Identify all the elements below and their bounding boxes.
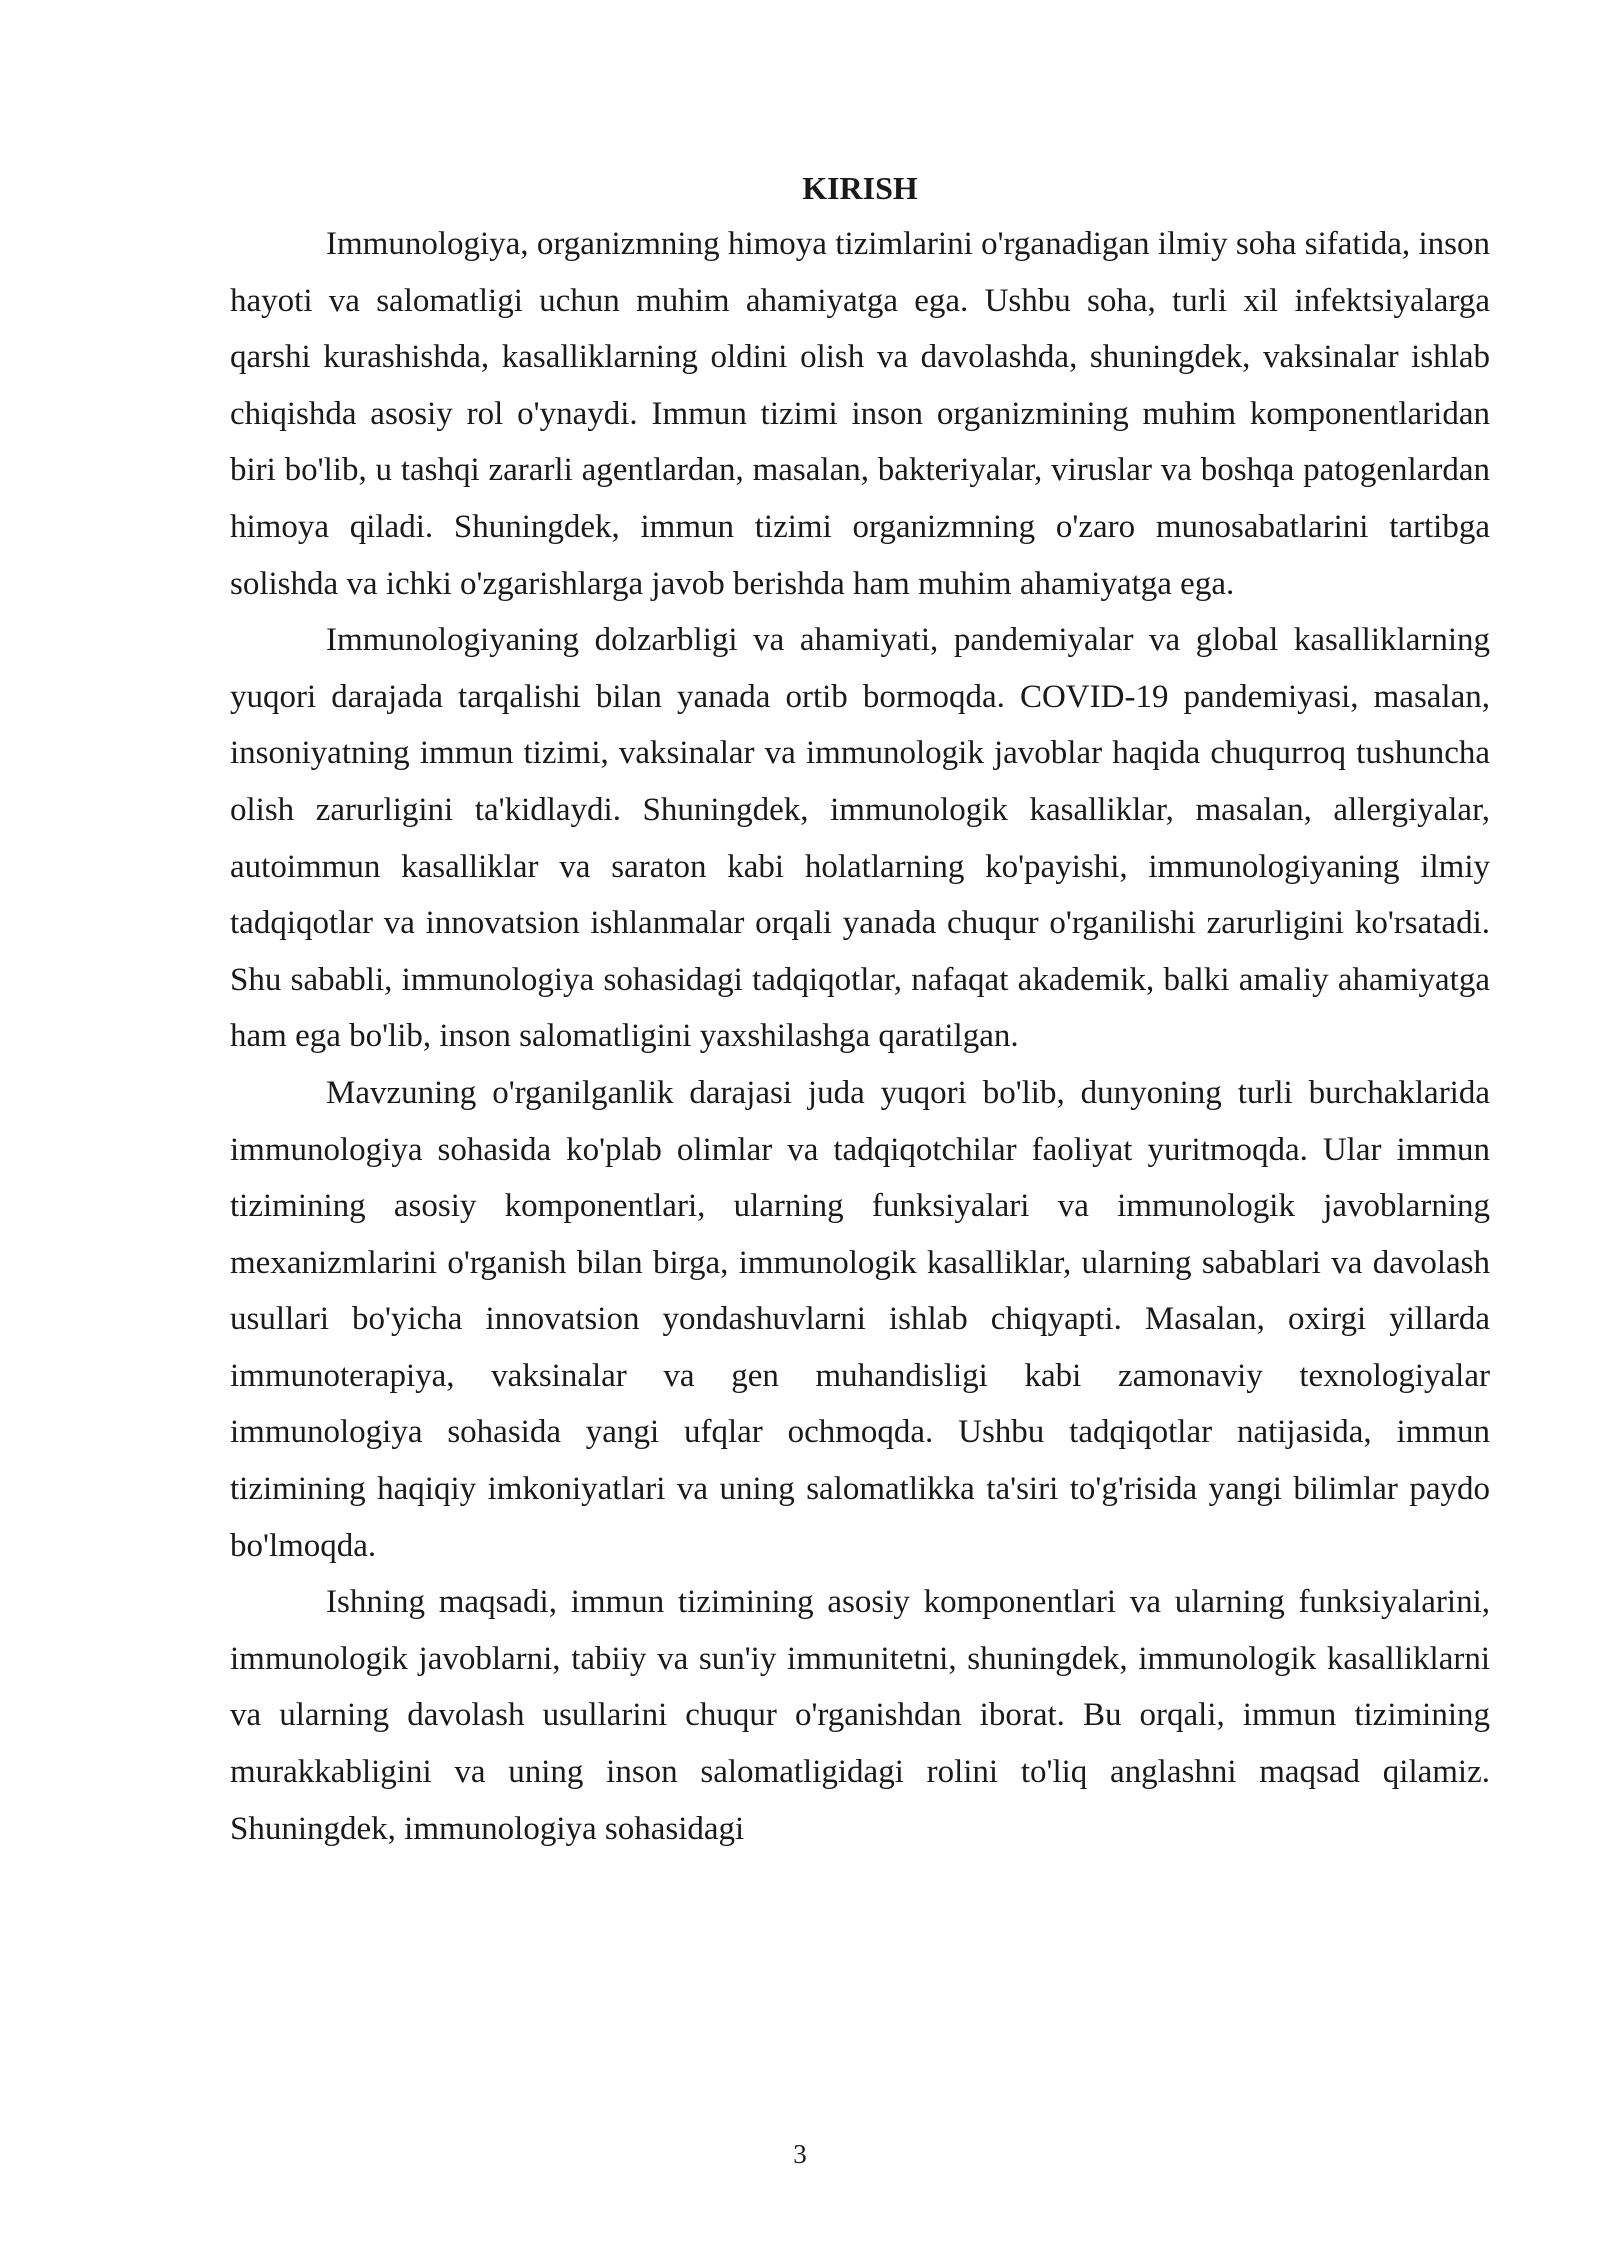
paragraph-1: Immunologiya, organizmning himoya tizimlarini o'rganadigan ilmiy soha sifatida, inson hayoti va salomatligi uchun muhim ahamiyatga ega. Ushbu soha, turli xil infektsiyalarga qarshi kurashishda, kasalliklarning oldini olish va davolashda, shuningdek, vaksinalar ishlab chiqishda asosiy rol o'ynaydi. Immun tizimi inson organizmining muhim komponentlaridan biri bo'lib, u tashqi zararli agentlardan, masalan, bakteriyalar, viruslar va boshqa patogenlardan himoya qiladi. Shuningdek, immun tizimi organizmning o'zaro munosabatlarini tartibga solishda va ichki o'zgarishlarga javob berishda ham muhim ahamiyatga ega. — [230, 226, 1490, 602]
paragraph-2: Immunologiyaning dolzarbligi va ahamiyati, pandemiyalar va global kasalliklarning yuqori darajada tarqalishi bilan yanada ortib bormoqda. COVID-19 pandemiyasi, masalan, insoniyatning immun tizimi, vaksinalar va immunologik javoblar haqida chuqurroq tushuncha olish zarurligini ta'kidlaydi. Shuningdek, immunologik kasalliklar, masalan, allergiyalar, autoimmun kasalliklar va saraton kabi holatlarning ko'payishi, immunologiyaning ilmiy tadqiqotlar va innovatsion ishlanmalar orqali yanada chuqur o'rganilishi zarurligini ko'rsatadi. Shu sababli, immunologiya sohasidagi tadqiqotlar, nafaqat akademik, balki amaliy ahamiyatga ham ega bo'lib, inson salomatligini yaxshilashga qaratilgan. — [230, 622, 1490, 1055]
document-body — [230, 160, 1490, 1857]
page-number: 3 — [793, 2139, 807, 2169]
section-heading: KIRISH — [802, 170, 918, 206]
paragraph-4: Ishning maqsadi, immun tizimining asosiy komponentlari va ularning funksiyalarini, immunologik javoblarni, tabiiy va sun'iy immunitetni, shuningdek, immunologik kasalliklarni va ularning davolash usullarini chuqur o'rganishdan iborat. Bu orqali, immun tizimining murakkabligini va uning inson salomatligidagi rolini to'liq anglashni maqsad qilamiz. Shuningdek, immunologiya sohasidagi — [230, 1584, 1490, 1847]
paragraph-3: Mavzuning o'rganilganlik darajasi juda yuqori bo'lib, dunyoning turli burchaklarida immunologiya sohasida ko'plab olimlar va tadqiqotchilar faoliyat yuritmoqda. Ular immun tizimining asosiy komponentlari, ularning funksiyalari va immunologik javoblarning mexanizmlarini o'rganish bilan birga, immunologik kasalliklar, ularning sabablari va davolash usullari bo'yicha innovatsion yondashuvlarni ishlab chiqyapti. Masalan, oxirgi yillarda immunoterapiya, vaksinalar va gen muhandisligi kabi zamonaviy texnologiyalar immunologiya sohasida yangi ufqlar ochmoqda. Ushbu tadqiqotlar natijasida, immun tizimining haqiqiy imkoniyatlari va uning salomatlikka ta'siri to'g'risida yangi bilimlar paydo bo'lmoqda. — [230, 1074, 1490, 1564]
